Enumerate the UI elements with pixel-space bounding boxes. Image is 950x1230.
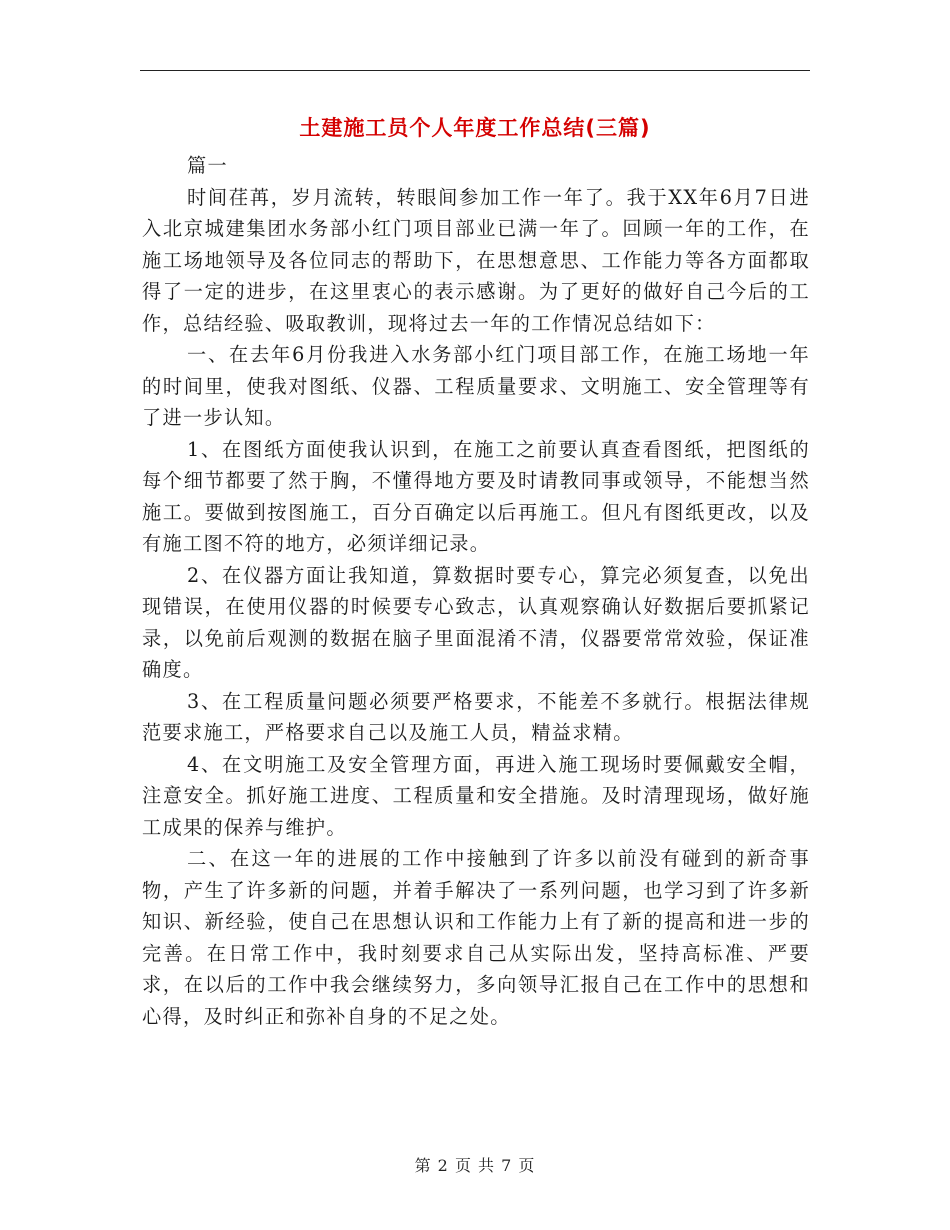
document-body [142, 150, 810, 1032]
paragraph: 3、在工程质量问题必须要严格要求，不能差不多就行。根据法律规范要求施工，严格要求自己以及施工人员，精益求精。 [142, 689, 810, 744]
page-footer: 第 2 页 共 7 页 [414, 1156, 536, 1175]
paragraph: 1、在图纸方面使我认识到，在施工之前要认真查看图纸，把图纸的每个细节都要了然于胸，不懂得地方要及时请教同事或领导，不能想当然施工。要做到按图施工，百分百确定以后再施工。但凡有图纸更改，以及有施工图不符的地方，必须详细记录。 [142, 437, 810, 555]
section-heading: 篇一 [187, 154, 228, 177]
document-title: 土建施工员个人年度工作总结(三篇) [299, 116, 651, 140]
header-rule [140, 70, 810, 71]
paragraph: 4、在文明施工及安全管理方面，再进入施工现场时要佩戴安全帽，注意安全。抓好施工进度、工程质量和安全措施。及时清理现场，做好施工成果的保养与维护。 [142, 752, 810, 839]
paragraph: 二、在这一年的进展的工作中接触到了许多以前没有碰到的新奇事物，产生了许多新的问题，并着手解决了一系列问题，也学习到了许多新知识、新经验，使自己在思想认识和工作能力上有了新的提高和进一步的完善。在日常工作中，我时刻要求自己从实际出发，坚持高标准、严要求，在以后的工作中我会继续努力，多向领导汇报自己在工作中的思想和心得，及时纠正和弥补自身的不足之处。 [142, 847, 810, 1028]
paragraph: 时间荏苒，岁月流转，转眼间参加工作一年了。我于XX年6月7日进入北京城建集团水务部小红门项目部业已满一年了。回顾一年的工作，在施工场地领导及各位同志的帮助下，在思想意思、工作能力等各方面都取得了一定的进步，在这里衷心的表示感谢。为了更好的做好自己今后的工作，总结经验、吸取教训，现将过去一年的工作情况总结如下： [142, 185, 810, 335]
paragraph: 一、在去年6月份我进入水务部小红门项目部工作，在施工场地一年的时间里，使我对图纸、仪器、工程质量要求、文明施工、安全管理等有了进一步认知。 [142, 343, 810, 429]
paragraph: 2、在仪器方面让我知道，算数据时要专心，算完必须复查，以免出现错误，在使用仪器的时候要专心致志，认真观察确认好数据后要抓紧记录，以免前后观测的数据在脑子里面混淆不清，仪器要常常效验，保证准确度。 [142, 563, 810, 681]
